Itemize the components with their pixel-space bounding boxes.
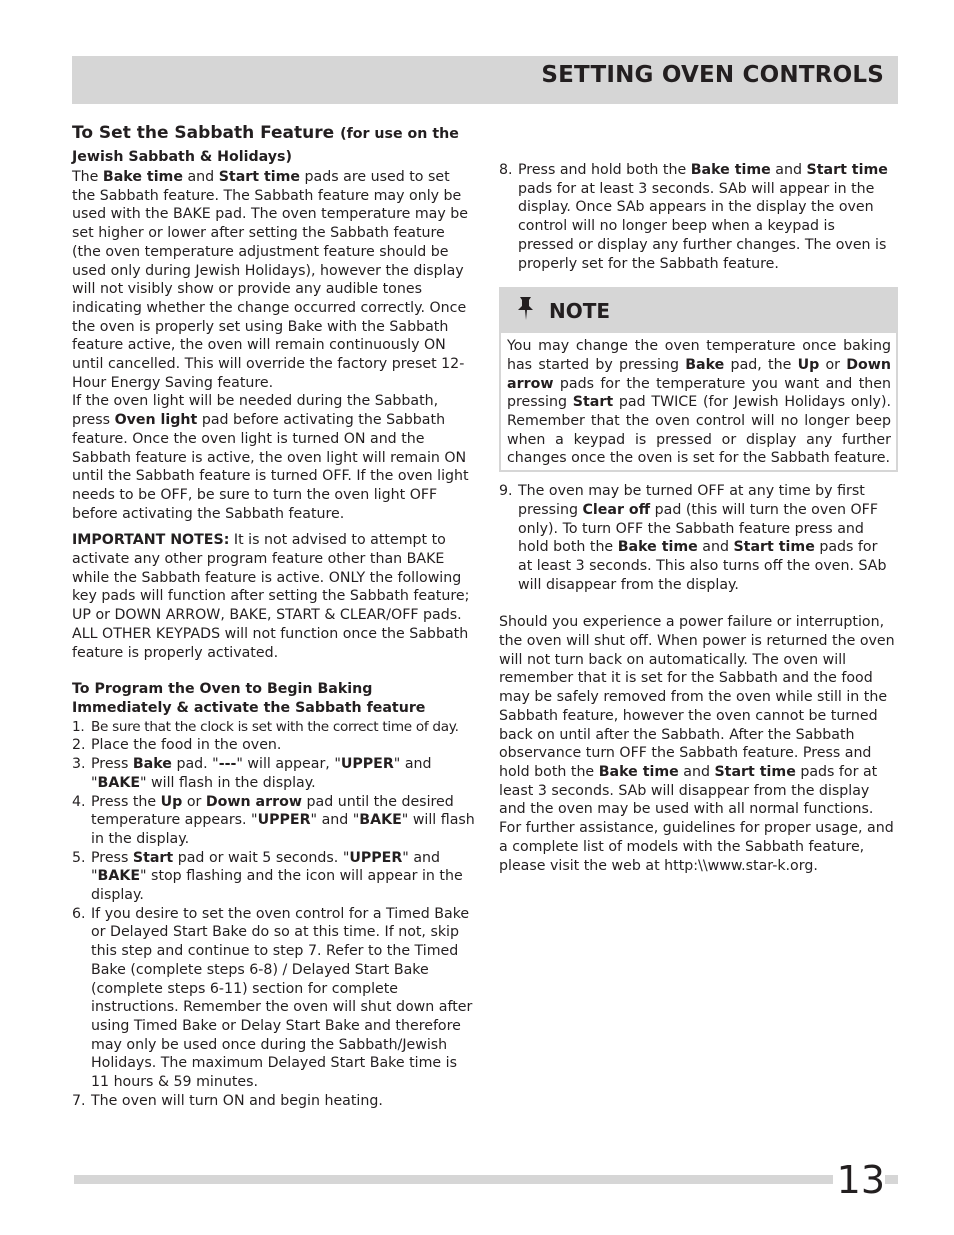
sabbath-intro-paragraph: The Bake time and Start time pads are used to set the Sabbath feature. The Sabbath feature may only be used with the BAKE pad. The oven temperature may be set higher or lower after setting the Sabbath feature (the oven temperature adjustment feature should be used only during Jewish Holidays), however the display will not visibly show or provide any audible tones indicating whether the change occurred correctly. Once the oven is properly set using Bake with the Sabbath feature active, the oven will remain continuously ON until cancelled. This will override the factory preset 12-Hour Energy Saving feature.	[72, 169, 469, 391]
left-column	[72, 122, 476, 1110]
page-number: 13	[833, 1157, 885, 1203]
list-item: 4. Press the Up or Down arrow pad until the desired temperature appears. "UPPER" and "BAKE" will flash in the display.	[72, 793, 475, 847]
important-notes-label: IMPORTANT NOTES:	[72, 532, 230, 549]
step-9-list	[499, 482, 895, 594]
list-item: 1. Be sure that the clock is set with the correct time of day.	[72, 718, 459, 735]
program-steps-list	[72, 718, 476, 1111]
list-item: 3. Press Bake pad. "---" will appear, "UPPER" and "BAKE" will flash in the display.	[72, 756, 432, 791]
important-notes-paragraph: IMPORTANT NOTES: It is not advised to attempt to activate any other program feature other than BAKE while the Sabbath feature is active. ONLY the following key pads will function after setting the Sabbath feature; UP or DOWN ARROW, BAKE, START & CLEAR/OFF pads. ALL OTHER KEYPADS will not function once the Sabbath feature is properly activated.	[72, 532, 470, 661]
note-box	[499, 287, 898, 472]
list-item: 9. The oven may be turned OFF at any time by first pressing Clear off pad (this will turn the oven OFF only). To turn OFF the Sabbath feature press and hold both the Bake time and Start time pads for at least 3 seconds. This also turns off the oven. SAb will disappear from the display.	[499, 483, 887, 593]
list-item: 5. Press Start pad or wait 5 seconds. "UPPER" and "BAKE" stop flashing and the icon will appear in the display.	[72, 849, 463, 904]
page-title: SETTING OVEN CONTROLS	[541, 62, 884, 88]
footer-bar	[74, 1175, 898, 1184]
header-bar	[72, 56, 898, 104]
sabbath-heading: To Set the Sabbath Feature (for use on the Jewish Sabbath & Holidays)	[72, 123, 459, 165]
note-text: You may change the oven temperature once baking has started by pressing Bake pad, the Up or Down arrow pads for the temperature you want and then pressing Start pad TWICE (for Jewish Holidays only). Remember that the oven control will no longer beep when a keypad is pressed or display any further changes once the oven is set for the Sabbath feature.	[507, 338, 891, 467]
step-8-list	[499, 161, 895, 273]
note-header	[501, 289, 896, 333]
right-column	[499, 161, 895, 875]
list-item: 7. The oven will turn ON and begin heating.	[72, 1092, 383, 1109]
list-item: 6. If you desire to set the oven control for a Timed Bake or Delayed Start Bake do so at this time. If not, skip this step and continue to step 7. Refer to the Timed Bake (complete steps 6-8) / Delayed Start Bake (complete steps 6-11) section for complete instructions. Remember the oven will shut down after using Timed Bake or Delay Start Bake and therefore may only be used once during the Sabbath/Jewish Holidays. The maximum Delayed Start Bake time is 11 hours & 59 minutes.	[72, 905, 473, 1091]
list-item: 2. Place the food in the oven.	[72, 737, 282, 754]
sabbath-heading-sub: (for use on the Jewish Sabbath & Holidays)	[72, 126, 459, 165]
note-title: NOTE	[549, 298, 611, 323]
power-failure-paragraph: Should you experience a power failure or interruption, the oven will shut off. When power is returned the oven will not turn back on automatically. The oven will remember that it is set for the Sabbath and the food may be safely removed from the oven while still in the Sabbath feature, however the oven cannot be turned back on until after the Sabbath. After the Sabbath observance turn OFF the Sabbath feature. Press and hold both the Bake time and Start time pads for at least 3 seconds. SAb will disappear from the display and the oven may be used with all normal functions. For further assistance, guidelines for proper usage, and a complete list of models with the Sabbath feature, please visit the web at http:\\www.star-k.org.	[499, 614, 895, 874]
list-item: 8. Press and hold both the Bake time and Start time pads for at least 3 seconds. SAb will appear in the display. Once SAb appears in the display the oven control will no longer beep when a keypad is pressed or display any further changes. The oven is properly set for the Sabbath feature.	[499, 162, 888, 272]
program-oven-heading: To Program the Oven to Begin Baking Immediately & activate the Sabbath feature	[72, 681, 426, 716]
oven-light-paragraph: If the oven light will be needed during the Sabbath, press Oven light pad before activating the Sabbath feature. Once the oven light is turned ON and the Sabbath feature is active, the oven light will remain ON until the Sabbath feature is turned OFF. If the oven light needs to be OFF, be sure to turn the oven light OFF before activating the Sabbath feature.	[72, 393, 469, 522]
pushpin-icon	[515, 295, 537, 327]
